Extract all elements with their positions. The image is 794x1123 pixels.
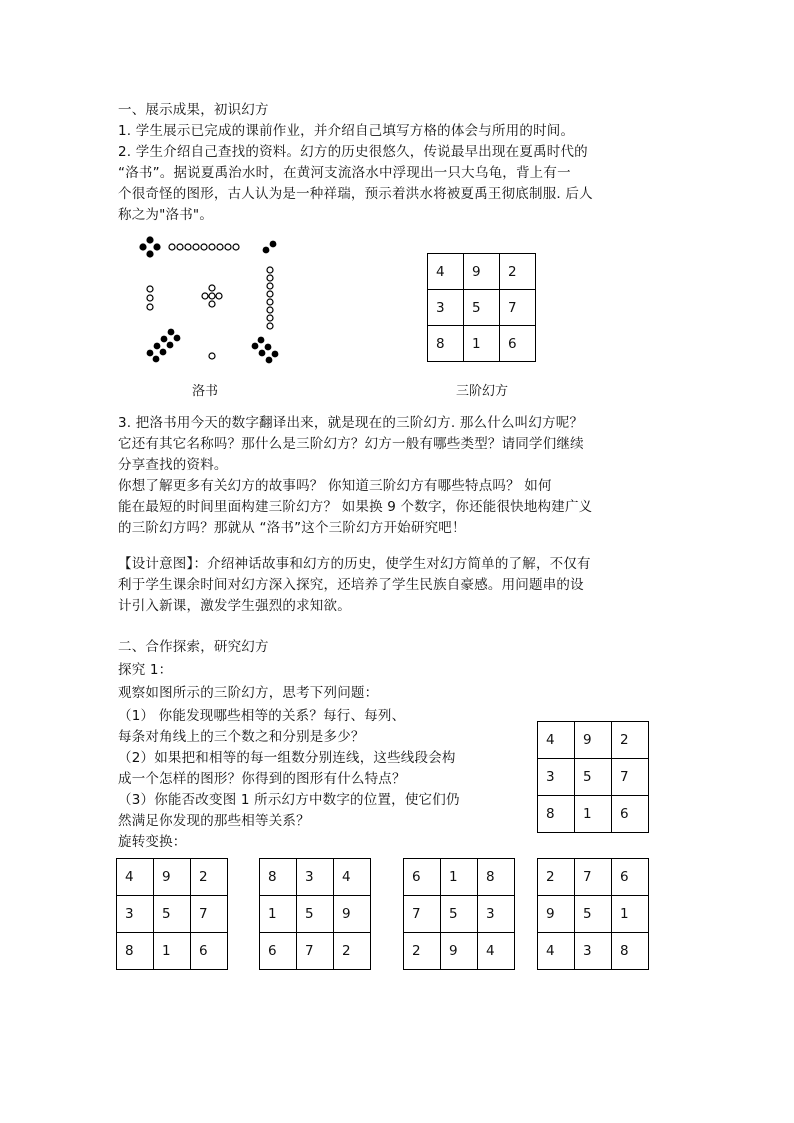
section2-heading: 二、合作探索，研究幻方 xyxy=(118,639,269,655)
grid-cell: 8 xyxy=(612,933,649,970)
luoshu-dots-seven xyxy=(267,267,273,329)
grid-cell: 2 xyxy=(612,722,649,759)
magic-square-caption: 三阶幻方 xyxy=(456,384,509,399)
explore-line-7: 然满足你发现的那些相等关系？ xyxy=(118,813,310,829)
grid-cell: 2 xyxy=(500,254,536,290)
paragraph-2-line-3: 个很奇怪的图形，古人认为是一种祥瑞，预示着洪水将被夏禹王彻底制服. 后人 xyxy=(118,186,593,202)
grid-cell: 4 xyxy=(538,722,575,759)
explore-line-4: （2）如果把和相等的每一组数分别连线，这些线段会构 xyxy=(118,750,456,766)
explore-line-3: 每条对角线上的三个数之和分别是多少？ xyxy=(118,729,365,745)
grid-cell: 1 xyxy=(612,896,649,933)
design-intent-line-3: 计引入新课，激发学生强烈的求知欲。 xyxy=(118,598,351,614)
grid-cell: 5 xyxy=(441,896,478,933)
grid-cell: 3 xyxy=(117,896,154,933)
grid-cell: 7 xyxy=(404,896,441,933)
grid-cell: 2 xyxy=(334,933,371,970)
explore-line-5: 成一个怎样的图形？你得到的图形有什么特点？ xyxy=(118,771,406,787)
luoshu-dots-five xyxy=(202,285,222,307)
grid-cell: 6 xyxy=(612,859,649,896)
luoshu-dots-four xyxy=(139,236,160,257)
grid-cell: 6 xyxy=(500,326,536,362)
luoshu-caption: 洛书 xyxy=(192,384,219,399)
rotation-square-2 xyxy=(259,858,371,970)
paragraph-3-line-3: 分享查找的资料。 xyxy=(118,457,228,473)
grid-cell: 1 xyxy=(154,933,191,970)
grid-cell: 5 xyxy=(154,896,191,933)
grid-cell: 1 xyxy=(441,859,478,896)
design-intent-line-1: 【设计意图】：介绍神话故事和幻方的历史，使学生对幻方简单的了解，不仅有 xyxy=(118,556,591,572)
magic-square-side xyxy=(537,721,649,833)
grid-cell: 3 xyxy=(297,859,334,896)
luoshu-dots-nine xyxy=(169,244,239,250)
rotation-label: 旋转变换： xyxy=(118,834,187,850)
grid-cell: 8 xyxy=(260,859,297,896)
paragraph-3-line-6: 的三阶幻方吗？那就从 “洛书”这个三阶幻方开始研究吧！ xyxy=(118,520,466,536)
grid-cell: 2 xyxy=(191,859,228,896)
rotation-square-4 xyxy=(537,858,649,970)
grid-cell: 4 xyxy=(428,254,464,290)
grid-cell: 8 xyxy=(117,933,154,970)
grid-cell: 6 xyxy=(191,933,228,970)
grid-cell: 2 xyxy=(404,933,441,970)
paragraph-1: 1. 学生展示已完成的课前作业，并介绍自己填写方格的体会与所用的时间。 xyxy=(118,123,575,139)
grid-cell: 2 xyxy=(538,859,575,896)
grid-cell: 5 xyxy=(297,896,334,933)
paragraph-3-line-2: 它还有其它名称吗？那什么是三阶幻方？幻方一般有哪些类型？请同学们继续 xyxy=(118,436,584,452)
paragraph-3-line-1: 3. 把洛书用今天的数字翻译出来，就是现在的三阶幻方. 那么什么叫幻方呢？ xyxy=(118,415,584,431)
paragraph-2-line-4: 称之为"洛书"。 xyxy=(118,207,214,223)
paragraph-3-line-5: 能在最短的时间里面构建三阶幻方？ 如果换 9 个数字，你还能很快地构建广义 xyxy=(118,499,593,515)
grid-cell: 5 xyxy=(464,290,500,326)
luoshu-dots-two xyxy=(263,241,277,254)
grid-cell: 6 xyxy=(404,859,441,896)
grid-cell: 7 xyxy=(575,859,612,896)
luoshu-dots-eight xyxy=(147,329,181,363)
grid-cell: 3 xyxy=(428,290,464,326)
grid-cell: 9 xyxy=(334,896,371,933)
grid-cell: 1 xyxy=(575,796,612,833)
grid-cell: 3 xyxy=(478,896,515,933)
grid-cell: 8 xyxy=(538,796,575,833)
paragraph-3-line-4: 你想了解更多有关幻方的故事吗？ 你知道三阶幻方有哪些特点吗？ 如何 xyxy=(118,478,552,494)
grid-cell: 1 xyxy=(260,896,297,933)
grid-cell: 4 xyxy=(538,933,575,970)
grid-cell: 3 xyxy=(538,759,575,796)
grid-cell: 6 xyxy=(612,796,649,833)
paragraph-2-line-2: “洛书”。据说夏禹治水时，在黄河支流洛水中浮现出一只大乌龟，背上有一 xyxy=(118,165,571,181)
rotation-square-3 xyxy=(403,858,515,970)
explore-line-1: 观察如图所示的三阶幻方，思考下列问题： xyxy=(118,685,379,701)
grid-cell: 3 xyxy=(575,933,612,970)
grid-cell: 9 xyxy=(154,859,191,896)
grid-cell: 9 xyxy=(575,722,612,759)
grid-cell: 4 xyxy=(334,859,371,896)
luoshu-dots-six xyxy=(252,337,279,364)
grid-cell: 9 xyxy=(464,254,500,290)
grid-cell: 7 xyxy=(500,290,536,326)
grid-cell: 6 xyxy=(260,933,297,970)
luoshu-dots-one xyxy=(209,353,215,359)
luoshu-figure xyxy=(130,232,290,372)
grid-cell: 1 xyxy=(464,326,500,362)
grid-cell: 8 xyxy=(428,326,464,362)
luoshu-dots-three xyxy=(147,286,153,310)
magic-square-top xyxy=(427,253,536,362)
grid-cell: 9 xyxy=(441,933,478,970)
grid-cell: 8 xyxy=(478,859,515,896)
grid-cell: 7 xyxy=(612,759,649,796)
section1-heading: 一、展示成果，初识幻方 xyxy=(118,102,269,118)
grid-cell: 5 xyxy=(575,896,612,933)
design-intent-line-2: 利于学生课余时间对幻方深入探究，还培养了学生民族自豪感。用问题串的设 xyxy=(118,577,584,593)
grid-cell: 4 xyxy=(478,933,515,970)
paragraph-2-line-1: 2. 学生介绍自己查找的资料。幻方的历史很悠久，传说最早出现在夏禹时代的 xyxy=(118,144,588,160)
grid-cell: 7 xyxy=(297,933,334,970)
grid-cell: 4 xyxy=(117,859,154,896)
rotation-square-1 xyxy=(116,858,228,970)
grid-cell: 5 xyxy=(575,759,612,796)
grid-cell: 7 xyxy=(191,896,228,933)
explore-label: 探究 1： xyxy=(118,662,173,678)
explore-line-2: （1） 你能发现哪些相等的关系？每行、每列、 xyxy=(118,708,406,724)
explore-line-6: （3）你能否改变图 1 所示幻方中数字的位置，使它们仍 xyxy=(118,792,460,808)
grid-cell: 9 xyxy=(538,896,575,933)
